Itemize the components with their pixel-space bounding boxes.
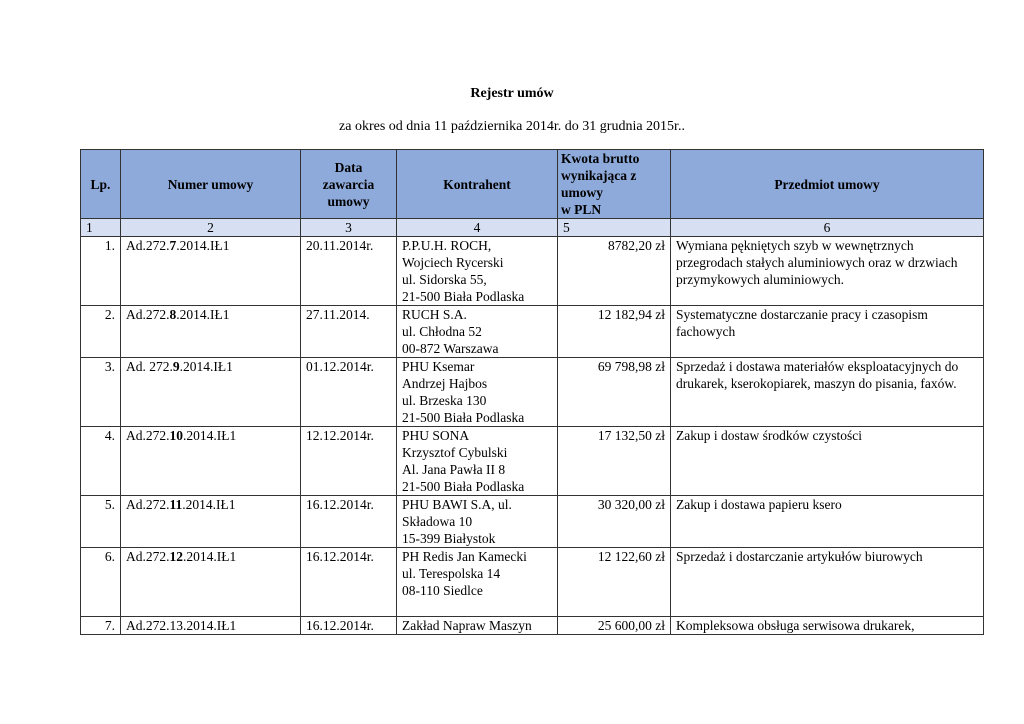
contract-number-suffix: .2014.IŁ1: [183, 549, 237, 564]
table-row: [81, 306, 984, 358]
contractor-line: ul. Terespolska 14: [402, 566, 501, 581]
contract-number-prefix: Ad.272.: [126, 307, 170, 322]
row-date: 01.12.2014r.: [301, 358, 397, 427]
row-contract-number: [121, 548, 301, 617]
row-subject: Kompleksowa obsługa serwisowa drukarek,: [671, 617, 984, 635]
column-number: 3: [301, 219, 397, 237]
contractor-line: ul. Sidorska 55,: [402, 272, 487, 287]
document-title: Rejestr umów: [470, 86, 554, 101]
row-amount: 17 132,50 zł: [558, 427, 671, 496]
column-number: 4: [397, 219, 558, 237]
contract-number-index: 9: [172, 359, 180, 374]
row-amount: 25 600,00 zł: [558, 617, 671, 635]
row-date: 20.11.2014r.: [301, 237, 397, 306]
contract-number-index: 7: [169, 238, 177, 253]
contract-number-prefix: Ad.272.: [126, 497, 170, 512]
contractor-line: Krzysztof Cybulski: [402, 445, 508, 460]
row-contractor: [397, 496, 558, 548]
row-amount: 69 798,98 zł: [558, 358, 671, 427]
row-contractor: [397, 427, 558, 496]
table-body: [81, 237, 984, 635]
row-subject: Zakup i dostaw środków czystości: [671, 427, 984, 496]
header-amount-line: wynikająca z: [561, 168, 637, 183]
row-contract-number: [121, 237, 301, 306]
row-lp: 2.: [81, 306, 121, 358]
row-date: 27.11.2014.: [301, 306, 397, 358]
row-lp: 1.: [81, 237, 121, 306]
header-date: [301, 150, 397, 219]
contract-number-index: 12: [169, 549, 183, 564]
contractor-line: Zakład Napraw Maszyn: [402, 618, 532, 633]
row-amount: 8782,20 zł: [558, 237, 671, 306]
column-number: 2: [121, 219, 301, 237]
contractor-line: 21-500 Biała Podlaska: [402, 289, 525, 304]
header-date-line: zawarcia: [322, 176, 375, 192]
header-amount-line: w PLN: [561, 202, 602, 217]
row-contract-number: [121, 306, 301, 358]
contract-number-prefix: Ad.272.13.2014.IŁ1: [126, 618, 237, 633]
header-amount: [558, 150, 671, 219]
header-subject: Przedmiot umowy: [671, 150, 984, 219]
row-amount: 12 182,94 zł: [558, 306, 671, 358]
row-contractor: [397, 306, 558, 358]
contractor-line: ul. Chłodna 52: [402, 324, 482, 339]
contract-number-suffix: .2014.IŁ1: [176, 307, 230, 322]
contractor-line: 08-110 Siedlce: [402, 583, 483, 598]
row-lp: 7.: [81, 617, 121, 635]
contractor-line: PHU SONA: [402, 428, 470, 443]
row-subject: Wymiana pękniętych szyb w wewnętrznych przegrodach stałych aluminiowych oraz w drzwiach przymykowych aluminiowych.: [671, 237, 984, 306]
column-number: 5: [558, 219, 671, 237]
row-lp: 4.: [81, 427, 121, 496]
contractor-line: P.P.U.H. ROCH,: [402, 238, 492, 253]
row-date: 12.12.2014r.: [301, 427, 397, 496]
header-amount-line: umowy: [561, 185, 604, 200]
contractor-line: PHU BAWI S.A, ul.: [402, 497, 512, 512]
contractor-line: 21-500 Biała Podlaska: [402, 479, 525, 494]
row-subject: Sprzedaż i dostarczanie artykułów biurowych: [671, 548, 984, 617]
row-lp: 6.: [81, 548, 121, 617]
table-header-row: [81, 150, 984, 219]
column-number: 1: [81, 219, 121, 237]
contractor-line: 15-399 Białystok: [402, 531, 496, 546]
contracts-register-table: [80, 149, 984, 635]
contract-number-suffix: .2014.IŁ1: [179, 359, 233, 374]
contractor-line: Wojciech Rycerski: [402, 255, 504, 270]
row-amount: 30 320,00 zł: [558, 496, 671, 548]
row-subject: Systematyczne dostarczanie pracy i czasopism fachowych: [671, 306, 984, 358]
contractor-line: PHU Ksemar: [402, 359, 475, 374]
contractor-line: 21-500 Biała Podlaska: [402, 410, 525, 425]
contractor-line: Składowa 10: [402, 514, 473, 529]
row-date: 16.12.2014r.: [301, 548, 397, 617]
contract-number-prefix: Ad.272.: [126, 549, 170, 564]
row-date: 16.12.2014r.: [301, 617, 397, 635]
row-contract-number: [121, 496, 301, 548]
row-lp: 5.: [81, 496, 121, 548]
table-row: [81, 237, 984, 306]
contractor-line: Andrzej Hajbos: [402, 376, 488, 391]
header-amount-line: Kwota brutto: [561, 151, 640, 166]
contract-number-prefix: Ad.272.: [126, 428, 170, 443]
contract-number-suffix: .2014.IŁ1: [183, 428, 237, 443]
header-contract-number: Numer umowy: [121, 150, 301, 219]
header-lp: Lp.: [81, 150, 121, 219]
contract-number-suffix: .2014.IŁ1: [176, 238, 230, 253]
row-contractor: [397, 548, 558, 617]
table-row: [81, 496, 984, 548]
contractor-line: PH Redis Jan Kamecki: [402, 549, 527, 564]
contract-number-index: 10: [169, 428, 183, 443]
contractor-line: RUCH S.A.: [402, 307, 467, 322]
row-amount: 12 122,60 zł: [558, 548, 671, 617]
column-number: 6: [671, 219, 984, 237]
header-contractor: Kontrahent: [397, 150, 558, 219]
contractor-line: ul. Brzeska 130: [402, 393, 487, 408]
header-date-line: Data: [334, 159, 363, 175]
row-contract-number: [121, 427, 301, 496]
contractor-line: 00-872 Warszawa: [402, 341, 499, 356]
column-number-row: [81, 219, 984, 237]
row-contractor: [397, 358, 558, 427]
row-date: 16.12.2014r.: [301, 496, 397, 548]
contract-number-index: 8: [169, 307, 177, 322]
row-contractor: [397, 617, 558, 635]
header-date-line: umowy: [327, 193, 370, 209]
contract-number-suffix: .2014.IŁ1: [182, 497, 236, 512]
row-subject: Sprzedaż i dostawa materiałów eksploatacyjnych do drukarek, kserokopiarek, maszyn do pisania, faxów.: [671, 358, 984, 427]
row-contractor: [397, 237, 558, 306]
row-contract-number: [121, 617, 301, 635]
table-row: [81, 358, 984, 427]
row-subject: Zakup i dostawa papieru ksero: [671, 496, 984, 548]
table-row: [81, 548, 984, 617]
document-subtitle: za okres od dnia 11 października 2014r. do 31 grudnia 2015r..: [339, 119, 685, 134]
row-contract-number: [121, 358, 301, 427]
table-row: [81, 427, 984, 496]
contractor-line: Al. Jana Pawła II 8: [402, 462, 506, 477]
row-lp: 3.: [81, 358, 121, 427]
table-row: [81, 617, 984, 635]
contract-number-prefix: Ad.272.: [126, 238, 170, 253]
contract-number-index: 11: [169, 497, 183, 512]
contract-number-prefix: Ad. 272.: [126, 359, 173, 374]
